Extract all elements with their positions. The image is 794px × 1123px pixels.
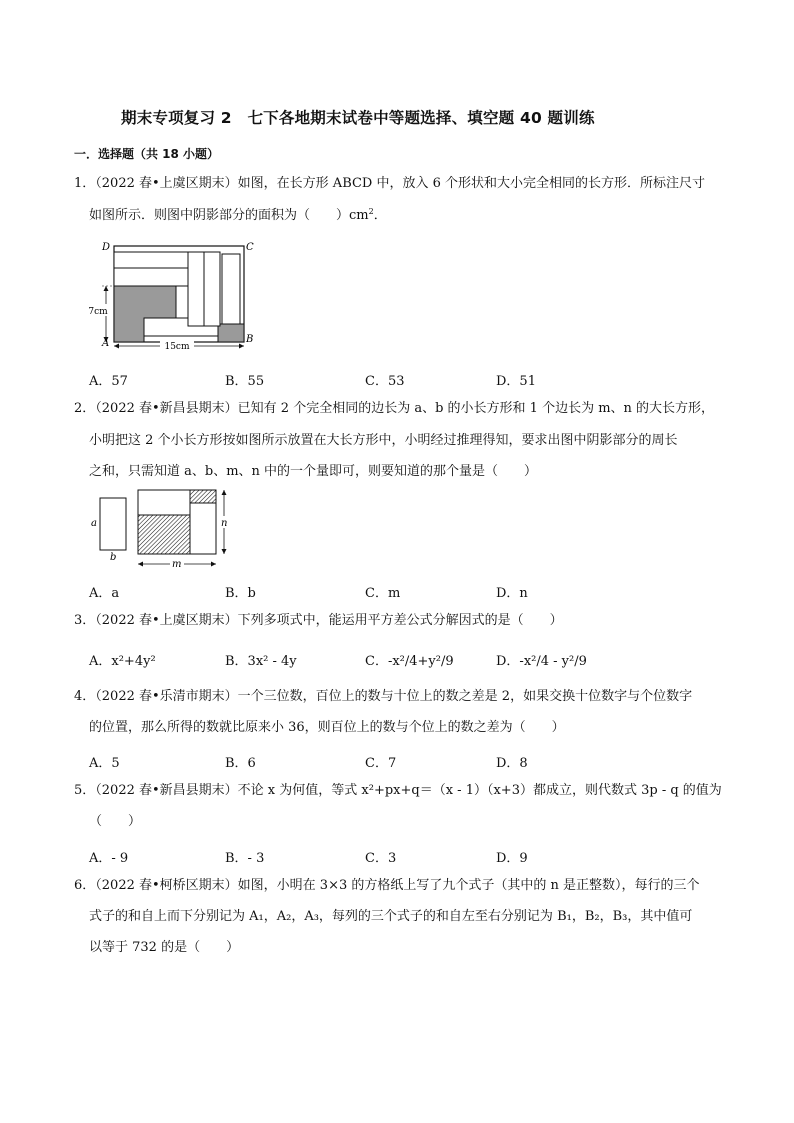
- question-2-line-3: 之和，只需知道 a、b、m、n 中的一个量即可，则要知道的那个量是（ ）: [89, 464, 538, 479]
- question-number: 3．: [74, 613, 96, 628]
- option-b[interactable]: B．- 3: [225, 851, 265, 866]
- small-rectangle: [100, 498, 126, 550]
- figure-rectangle-abcd: [84, 238, 259, 354]
- question-6-line-3: 以等于 732 的是（ ）: [89, 940, 240, 955]
- figure-rectangles-mn: [84, 486, 244, 574]
- question-text: 已知有 2 个完全相同的边长为 a、b 的小长方形和 1 个边长为 m、n 的大长方形，: [237, 401, 715, 416]
- option-a[interactable]: A．57: [89, 374, 128, 389]
- small-rectangle: [114, 268, 188, 286]
- question-6-line-2: 式子的和自上而下分别记为 A₁，A₂，A₃，每列的三个式子的和自左至右分别记为 B₁，B₂，B₃，其中值可: [89, 909, 693, 924]
- option-d[interactable]: D．51: [496, 374, 536, 389]
- option-d[interactable]: D．-x²/4 - y²/9: [496, 654, 587, 669]
- question-source: （2022 春•上虞区期末）: [95, 613, 238, 628]
- question-text: 如图，小明在 3×3 的方格纸上写了九个式子（其中的 n 是正整数），每行的三个: [237, 878, 700, 893]
- label-a: A: [102, 338, 110, 349]
- question-3-line-1: [74, 614, 563, 627]
- question-number: 4．: [74, 689, 96, 704]
- label-c: C: [246, 242, 254, 253]
- question-number: 5．: [74, 783, 96, 798]
- option-c[interactable]: C．53: [365, 374, 405, 389]
- option-a[interactable]: A．a: [89, 586, 120, 601]
- label-m: m: [172, 559, 182, 570]
- shaded-region-right: [218, 324, 244, 342]
- option-b[interactable]: B．3x² - 4y: [225, 654, 297, 669]
- label-b: b: [110, 552, 117, 563]
- question-number: 6．: [74, 878, 96, 893]
- option-d[interactable]: D．n: [496, 586, 528, 601]
- option-c[interactable]: C．7: [365, 756, 397, 771]
- question-text: 如图所示．则图中阴影部分的面积为（ ）cm: [89, 208, 369, 223]
- unit-exponent: 2: [368, 207, 374, 216]
- small-rectangle: [222, 254, 240, 324]
- question-5-line-2: （ ）: [89, 814, 142, 829]
- page-title: 期末专项复习 2 七下各地期末试卷中等题选择、填空题 40 题训练: [121, 109, 595, 127]
- question-text: 不论 x 为何值，等式 x²+px+q＝（x - 1）（x+3）都成立，则代数式 3p - q 的值为: [237, 783, 722, 798]
- small-rectangle: [188, 252, 204, 326]
- question-text: 如图，在长方形 ABCD 中，放入 6 个形状和大小完全相同的长方形．所标注尺寸: [237, 176, 706, 191]
- question-1-line-2: [89, 208, 387, 222]
- option-c[interactable]: C．m: [365, 586, 401, 601]
- question-source: （2022 春•柯桥区期末）: [95, 878, 238, 893]
- shaded-region: [138, 515, 190, 554]
- label-b: B: [246, 334, 254, 345]
- question-4-line-1: [74, 690, 692, 703]
- label-7cm: 7cm: [88, 307, 108, 317]
- question-6-line-1: [74, 879, 700, 892]
- question-2-line-1: [74, 402, 714, 415]
- label-d: D: [102, 242, 111, 253]
- small-rectangle: [114, 252, 188, 268]
- question-2-line-2: 小明把这 2 个小长方形按如图所示放置在大长方形中，小明经过推理得知，要求出图中阴影部分的周长: [89, 433, 678, 448]
- question-4-line-2: 的位置，那么所得的数就比原来小 36，则百位上的数与个位上的数之差为（ ）: [89, 720, 565, 735]
- shaded-region: [190, 490, 216, 503]
- option-a[interactable]: A．5: [89, 756, 120, 771]
- option-b[interactable]: B．6: [225, 756, 256, 771]
- question-end: ．: [373, 208, 387, 223]
- option-a[interactable]: A．- 9: [89, 851, 129, 866]
- question-source: （2022 春•上虞区期末）: [95, 176, 238, 191]
- question-number: 2．: [74, 401, 96, 416]
- option-a[interactable]: A．x²+4y²: [89, 654, 156, 669]
- label-n: n: [221, 518, 228, 529]
- small-rectangle: [190, 503, 216, 554]
- option-d[interactable]: D．8: [496, 756, 528, 771]
- section-heading: 一．选择题（共 18 小题）: [74, 147, 220, 161]
- option-c[interactable]: C．-x²/4+y²/9: [365, 654, 454, 669]
- option-c[interactable]: C．3: [365, 851, 397, 866]
- question-1-line-1: [74, 177, 705, 190]
- option-b[interactable]: B．55: [225, 374, 265, 389]
- question-text: 一个三位数，百位上的数与十位上的数之差是 2，如果交换十位数字与个位数字: [237, 689, 693, 704]
- label-15cm: 15cm: [164, 342, 190, 352]
- label-a: a: [91, 518, 97, 529]
- question-source: （2022 春•乐清市期末）: [95, 689, 238, 704]
- question-text: 下列多项式中，能运用平方差公式分解因式的是（ ）: [237, 613, 563, 628]
- small-rectangle: [138, 490, 190, 515]
- question-5-line-1: [74, 784, 722, 797]
- option-d[interactable]: D．9: [496, 851, 528, 866]
- question-source: （2022 春•新昌县期末）: [95, 783, 238, 798]
- small-rectangle: [204, 252, 220, 326]
- option-b[interactable]: B．b: [225, 586, 256, 601]
- question-number: 1．: [74, 176, 96, 191]
- question-source: （2022 春•新昌县期末）: [95, 401, 238, 416]
